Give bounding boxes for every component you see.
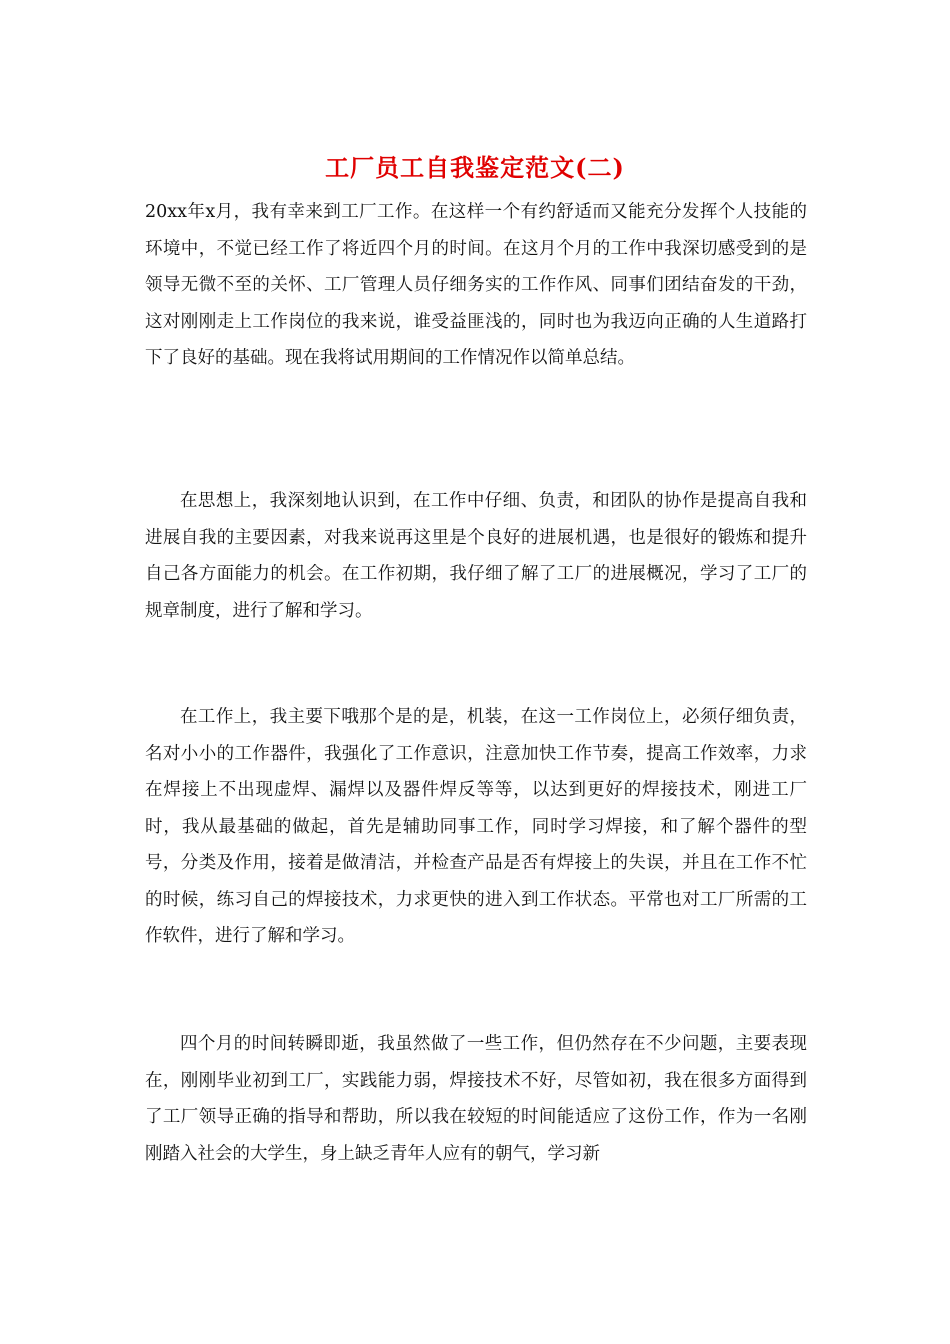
document-title: 工厂员工自我鉴定范文(二) [325, 153, 625, 182]
paragraph-intro: 20xx年x月，我有幸来到工厂工作。在这样一个有约舒适而又能充分发挥个人技能的环境中，不觉已经工作了将近四个月的时间。在这月个月的工作中我深切感受到的是领导无微不至的关怀、工厂管理人员仔细务实的工作作风、同事们团结奋发的干劲，这对刚刚走上工作岗位的我来说，谁受益匪浅的，同时也为我迈向正确的人生道路打下了良好的基础。现在我将试用期间的工作情况作以简单总结。 [145, 202, 807, 368]
paragraph-work: 在工作上，我主要下哦那个是的是，机装，在这一工作岗位上，必须仔细负责，名对小小的工作器件，我强化了工作意识，注意加快工作节奏，提高工作效率，力求在焊接上不出现虚焊、漏焊以及器件焊反等等，以达到更好的焊接技术，刚进工厂时，我从最基础的做起，首先是辅助同事工作，同时学习焊接，和了解个器件的型号，分类及作用，接着是做清洁，并检查产品是否有焊接上的失误，并且在工作不忙的时候，练习自己的焊接技术，力求更快的进入到工作状态。平常也对工厂所需的工作软件，进行了解和学习。 [145, 707, 807, 946]
paragraph-thinking: 在思想上，我深刻地认识到，在工作中仔细、负责，和团队的协作是提高自我和进展自我的主要因素，对我来说再这里是个良好的进展机遇，也是很好的锻炼和提升自己各方面能力的机会。在工作初期，我仔细了解了工厂的进展概况，学习了工厂的规章制度，进行了解和学习。 [145, 491, 807, 621]
paragraph-1-block [145, 194, 807, 377]
paragraph-3-block [145, 699, 807, 955]
paragraph-4-block [145, 1026, 807, 1172]
paragraph-summary: 四个月的时间转瞬即逝，我虽然做了一些工作，但仍然存在不少问题，主要表现在，刚刚毕业初到工厂，实践能力弱，焊接技术不好，尽管如初，我在很多方面得到了工厂领导正确的指导和帮助，所以我在较短的时间能适应了这份工作，作为一名刚刚踏入社会的大学生，身上缺乏青年人应有的朝气，学习新 [145, 1034, 807, 1164]
paragraph-2-block [145, 483, 807, 629]
